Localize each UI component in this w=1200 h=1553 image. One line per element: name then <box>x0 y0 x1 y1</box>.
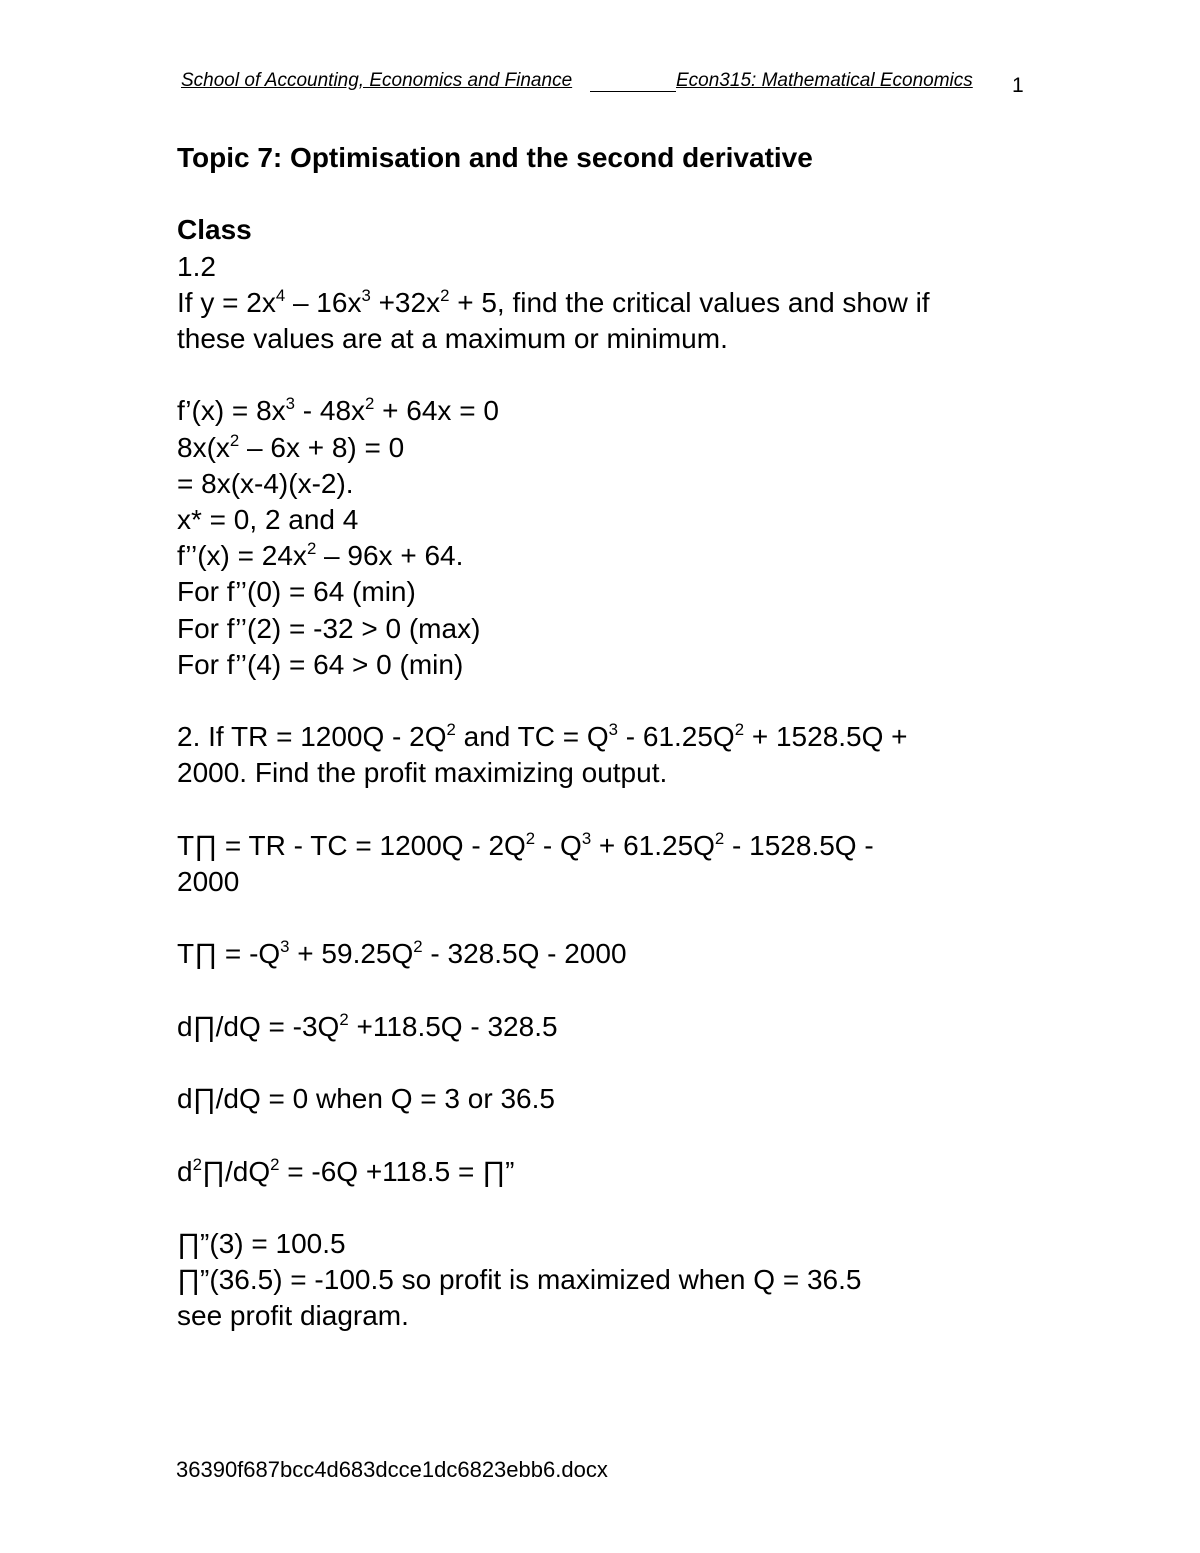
solution-line: ∏”(36.5) = -100.5 so profit is maximized when Q = 36.5 <box>177 1264 862 1296</box>
solution-line: $8x(x^2 - 6x + 8) = 0$ <box>177 430 405 463</box>
solution-line: f’(x) = $8x^3 - 48x^2 + 64x = 0$ <box>177 394 499 427</box>
question-statement-line: these values are at a maximum or minimum. <box>177 323 728 354</box>
solution-line: $d^2\prod/dQ^2 = -6Q +118.5$ = ∏” <box>177 1154 515 1187</box>
solution-line: ∏”(3) = 100.5 <box>177 1227 346 1259</box>
question-statement-line: 2. If TR = $1200Q - 2Q^2$ and TC = $Q^3 - 61.25Q^2 + 1528.5Q$ + <box>177 720 908 753</box>
page-header-rule <box>590 91 676 92</box>
document-body <box>177 140 1057 1335</box>
spacer <box>177 683 1057 719</box>
spacer <box>177 1117 1057 1153</box>
spacer <box>177 176 1057 212</box>
spacer <box>177 1045 1057 1081</box>
question-statement-line: If $y = 2x^4 - 16x^3 +32x^2 + 5$, find the critical values and show if <box>177 285 930 318</box>
solution-line: d∏/dQ = $-3Q^2 +118.5Q - 328.5$ <box>177 1009 558 1042</box>
spacer <box>177 357 1057 393</box>
page-header-right: Econ315: Mathematical Economics <box>676 70 973 91</box>
question-statement-line: 2000. Find the profit maximizing output. <box>177 757 668 789</box>
solution-line: d∏/dQ = 0 when Q = 3 or 36.5 <box>177 1083 555 1115</box>
solution-line: T∏ = TR - TC = $1200Q - 2Q^2 - Q^3 + 61.25Q^2 - 1528.5Q$ - <box>177 828 874 861</box>
page-number: 1 <box>1012 74 1024 97</box>
spacer <box>177 900 1057 936</box>
section-heading: Class <box>177 214 252 246</box>
solution-line: x* = 0, 2 and 4 <box>177 504 359 535</box>
spacer <box>177 792 1057 828</box>
solution-line: 2000 <box>177 866 240 897</box>
page-header-left: School of Accounting, Economics and Finance <box>181 70 573 91</box>
solution-line: see profit diagram. <box>177 1300 409 1332</box>
question-number: 1.2 <box>177 250 216 282</box>
spacer <box>177 1190 1057 1226</box>
page-footer-filename: 36390f687bcc4d683dcce1dc6823ebb6.docx <box>176 1457 608 1482</box>
solution-line: For f’’(0) = 64 (min) <box>177 576 416 608</box>
spacer <box>177 973 1057 1009</box>
page-title: Topic 7: Optimisation and the second derivative <box>177 142 813 173</box>
solution-line: T∏ = $-Q^3 + 59.25Q^2 - 328.5Q - 2000$ <box>177 937 627 970</box>
solution-line: = 8x(x-4)(x-2). <box>177 467 354 499</box>
solution-line: For f’’(4) = 64 > 0 (min) <box>177 648 464 680</box>
solution-line: f’’(x) = $24x^2 - 96x + 64$. <box>177 539 464 572</box>
solution-line: For f’’(2) = -32 > 0 (max) <box>177 612 481 644</box>
